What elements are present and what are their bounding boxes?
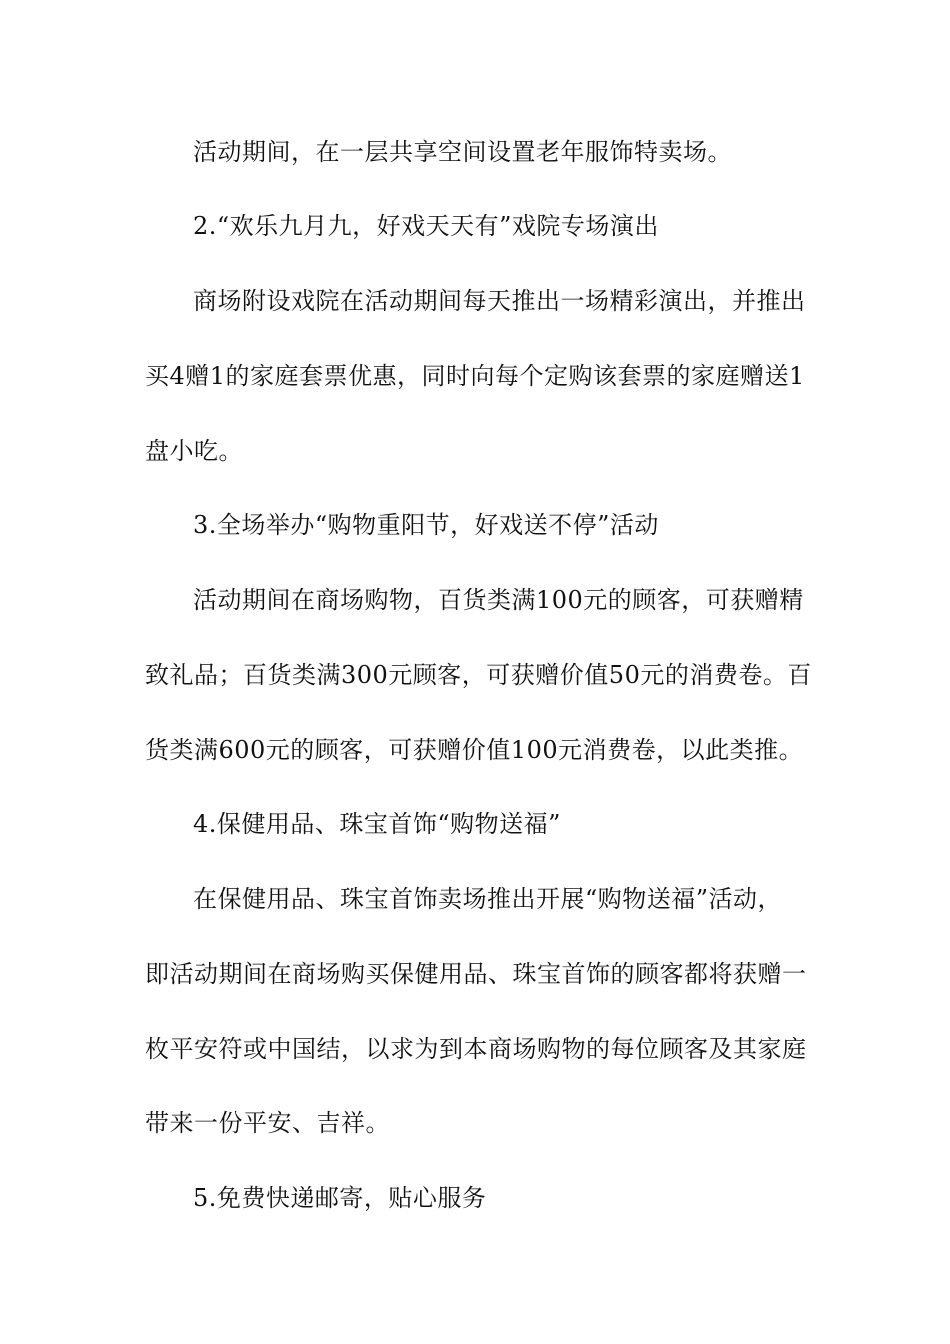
paragraph-line: 盘小吃。 xyxy=(145,437,243,465)
paragraph-line: 即活动期间在商场购买保健用品、珠宝首饰的顾客都将获赠一 xyxy=(145,960,807,988)
paragraph-line: 买4赠1的家庭套票优惠，同时向每个定购该套票的家庭赠送1 xyxy=(145,362,805,390)
section-heading: 3.全场举办“购物重阳节，好戏送不停”活动 xyxy=(193,511,659,539)
paragraph-line: 商场附设戏院在活动期间每天推出一场精彩演出，并推出 xyxy=(193,287,806,315)
section-heading: 4.保健用品、珠宝首饰“购物送福” xyxy=(193,810,561,838)
paragraph-line: 致礼品；百货类满300元顾客，可获赠价值50元的消费卷。百 xyxy=(145,661,812,689)
paragraph-line: 活动期间在商场购物，百货类满100元的顾客，可获赠精 xyxy=(193,586,804,614)
paragraph-line: 枚平安符或中国结，以求为到本商场购物的每位顾客及其家庭 xyxy=(145,1035,807,1063)
section-heading: 5.免费快递邮寄，贴心服务 xyxy=(193,1184,487,1212)
paragraph-line: 在保健用品、珠宝首饰卖场推出开展“购物送福”活动， xyxy=(193,885,783,913)
section-heading: 2.“欢乐九月九，好戏天天有”戏院专场演出 xyxy=(193,212,659,240)
paragraph-line: 货类满600元的顾客，可获赠价值100元消费卷，以此类推。 xyxy=(145,736,804,764)
paragraph-line: 带来一份平安、吉祥。 xyxy=(145,1109,390,1137)
paragraph-line: 活动期间，在一层共享空间设置老年服饰特卖场。 xyxy=(193,138,732,166)
